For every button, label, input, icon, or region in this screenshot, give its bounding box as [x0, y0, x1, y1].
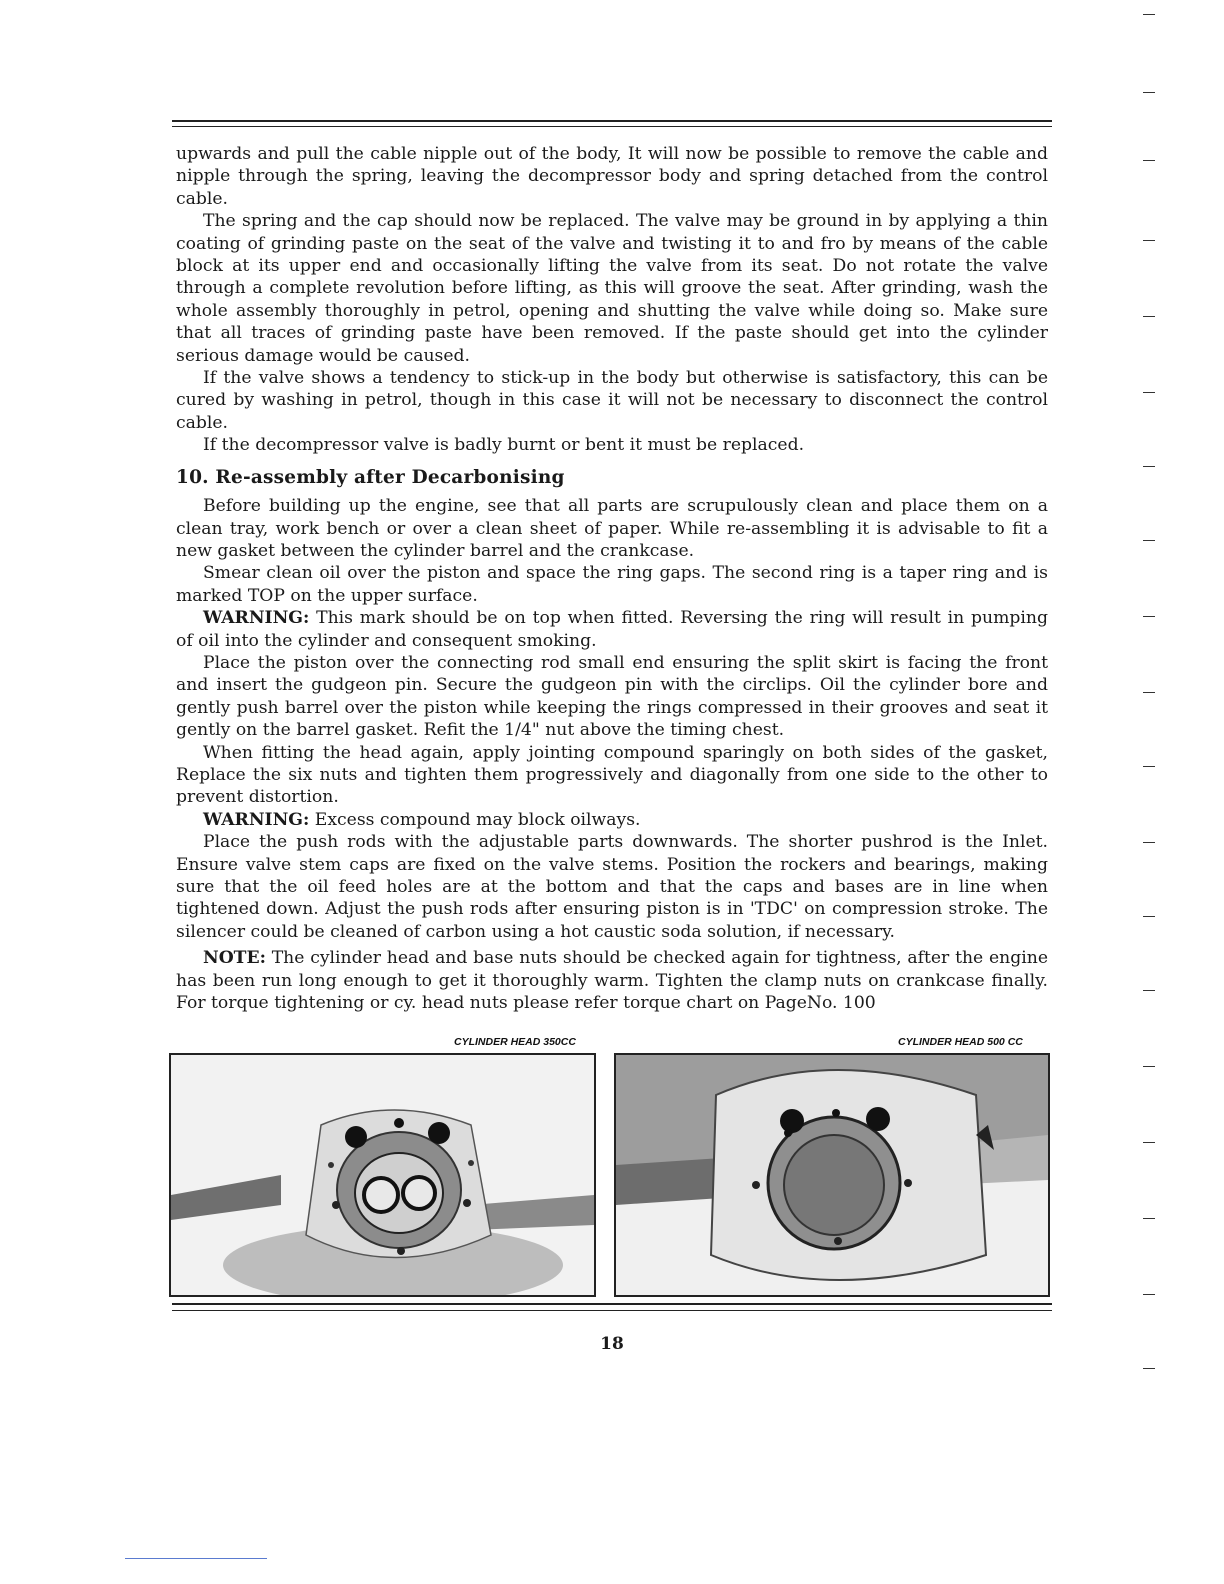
- header-rule-top: [172, 120, 1052, 122]
- margin-mark: [1143, 316, 1155, 317]
- footer-rule-top: [172, 1303, 1052, 1305]
- paragraph-valve-grinding: The spring and the cap should now be replaced. The valve may be ground in by applying a thin coating of grinding paste on the seat of the valve and twisting it to and fro by means of the cable block at its upper end and occasionally lifting the valve from its seat. Do not rotate the valve through a complete revolution before lifting, as this will groove the seat. After grinding, wash the whole assembly thoroughly in petrol, opening and shutting the valve while doing so. Make sure that all traces of grinding paste have been removed. If the paste should get into the cylinder serious damage would be caused.: [176, 211, 1048, 366]
- photo-cylinder-head-500: [614, 1053, 1050, 1297]
- caption-cylinder-head-500: CYLINDER HEAD 500 CC: [898, 1036, 1023, 1048]
- warning-text: This mark should be on top when fitted. Reversing the ring will result in pumping of oil into the cylinder and consequent smoking.: [176, 608, 1048, 651]
- margin-mark: [1143, 842, 1155, 843]
- paragraph-fitting-head: When fitting the head again, apply jointing compound sparingly on both sides of the gasket, Replace the six nuts and tighten them progressively and diagonally from one side to the other to prevent distortion.: [176, 742, 1048, 808]
- warning-compound: [176, 809, 1048, 831]
- margin-mark: [1143, 92, 1155, 93]
- paragraph-valve-sticking: If the valve shows a tendency to stick-up in the body but otherwise is satisfactory, this can be cured by washing in petrol, though in this case it will not be necessary to disconnect the control cable.: [176, 368, 1048, 433]
- paragraph-piston-rings: Smear clean oil over the piston and space the ring gaps. The second ring is a taper ring and is marked TOP on the upper surface.: [176, 563, 1048, 606]
- margin-mark: [1143, 616, 1155, 617]
- page-number: 18: [600, 1334, 624, 1354]
- margin-mark: [1143, 1218, 1155, 1219]
- paragraph-gudgeon-pin: Place the piston over the connecting rod small end ensuring the split skirt is facing the front and insert the gudgeon pin. Secure the gudgeon pin with the circlips. Oil the cylinder bore and gently push barrel over the piston while keeping the rings compressed in their grooves and seat it gently on the barrel gasket. Refit the 1/4" nut above the timing chest.: [176, 652, 1048, 741]
- caption-cylinder-head-350: CYLINDER HEAD 350CC: [454, 1036, 576, 1048]
- margin-mark: [1143, 1142, 1155, 1143]
- margin-mark: [1143, 540, 1155, 541]
- note-text: The cylinder head and base nuts should be checked again for tightness, after the engine has been run long enough to get it thoroughly warm. Tighten the clamp nuts on crankcase finally. For torque tightening or cy. head nuts please refer torque chart on PageNo. 100: [176, 948, 1048, 1014]
- body-text: [176, 143, 1048, 1014]
- warning-text: Excess compound may block oilways.: [309, 809, 641, 830]
- margin-mark: [1143, 240, 1155, 241]
- footer-rule-bottom: [172, 1310, 1052, 1311]
- warning-label: WARNING:: [203, 608, 310, 629]
- section-heading: 10. Re-assembly after Decarbonising: [176, 466, 565, 488]
- header-rule-bottom: [172, 126, 1052, 127]
- margin-mark: [1143, 1368, 1155, 1369]
- margin-mark: [1143, 916, 1155, 917]
- paragraph-clean-parts: Before building up the engine, see that all parts are scrupulously clean and place them on a clean tray, work bench or over a clean sheet of paper. While re-assembling it is advisable to fit a new gasket between the cylinder barrel and the crankcase.: [176, 496, 1048, 561]
- paragraph-push-rods: Place the push rods with the adjustable parts downwards. The shorter pushrod is the Inlet. Ensure valve stem caps are fixed on the valve stems. Position the rockers and bearings, making sure that the oil feed holes are at the bottom and that the caps and bases are in line when tightened down. Adjust the push rods after ensuring piston is in 'TDC' on compression stroke. The silencer could be cleaned of carbon using a hot caustic soda solution, if necessary.: [176, 832, 1048, 942]
- paragraph-valve-replace: If the decompressor valve is badly burnt or bent it must be replaced.: [203, 435, 805, 456]
- margin-mark: [1143, 1294, 1155, 1295]
- note-label: NOTE:: [203, 948, 266, 969]
- warning-label: WARNING:: [203, 809, 310, 830]
- margin-mark: [1143, 14, 1155, 15]
- footer-link-rule: [125, 1558, 267, 1559]
- photo-cylinder-head-350: [169, 1053, 596, 1297]
- margin-mark: [1143, 1066, 1155, 1067]
- note-tightness: [176, 947, 1048, 1014]
- paragraph-continuation: upwards and pull the cable nipple out of the body, It will now be possible to remove the cable and nipple through the spring, leaving the decompressor body and spring detached from the control cable.: [176, 144, 1048, 209]
- margin-mark: [1143, 692, 1155, 693]
- margin-mark: [1143, 766, 1155, 767]
- margin-mark: [1143, 466, 1155, 467]
- margin-mark: [1143, 160, 1155, 161]
- margin-mark: [1143, 990, 1155, 991]
- margin-mark: [1143, 392, 1155, 393]
- warning-ring-mark: [176, 607, 1048, 652]
